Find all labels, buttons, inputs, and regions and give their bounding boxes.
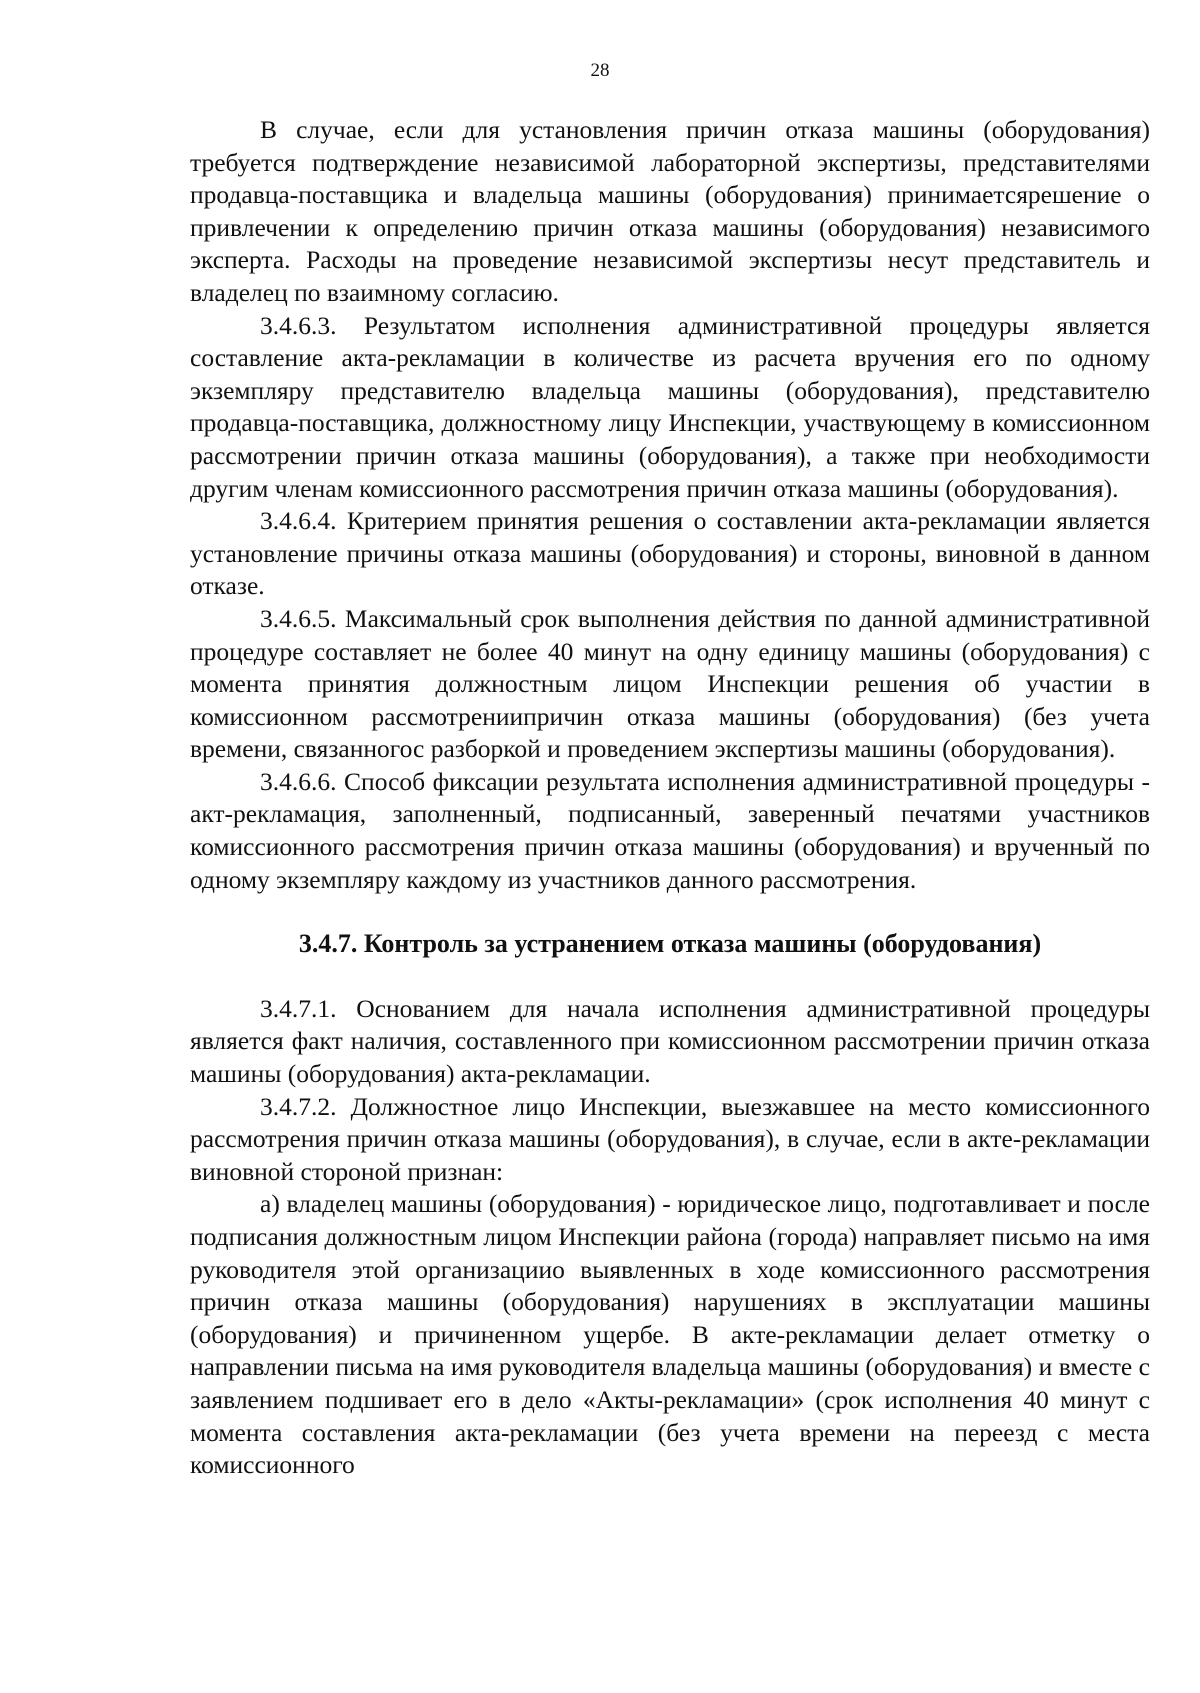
paragraph: 3.4.7.1. Основанием для начала исполнения административной процедуры является факт наличия, составленного при комиссионном рассмотрении причин отказа машины (оборудования) акта-рекламации. bbox=[190, 993, 1150, 1089]
paragraph: В случае, если для установления причин отказа машины (оборудования) требуется подтверждение независимой лабораторной экспертизы, представителями продавца-поставщика и владельца машины (оборудования) принимаетсярешение о привлечении к определению причин отказа машины (оборудования) независимого эксперта. Расходы на проведение независимой экспертизы несут представитель и владелец по взаимному согласию. bbox=[190, 115, 1150, 307]
paragraph: 3.4.7.2. Должностное лицо Инспекции, выезжавшее на место комиссионного рассмотрения причин отказа машины (оборудования), в случае, если в акте-рекламации виновной стороной признан: bbox=[190, 1091, 1150, 1186]
paragraph: 3.4.6.6. Способ фиксации результата исполнения административной процедуры - акт-рекламация, заполненный, подписанный, заверенный печатями участников комиссионного рассмотрения причин отказа машины (оборудования) и врученный по одному экземпляру каждому из участников данного рассмотрения. bbox=[190, 766, 1150, 894]
paragraph: 3.4.6.4. Критерием принятия решения о составлении акта-рекламации является установление причины отказа машины (оборудования) и стороны, виновной в данном отказе. bbox=[190, 506, 1150, 601]
paragraph: а) владелец машины (оборудования) - юридическое лицо, подготавливает и после подписания должностным лицом Инспекции района (города) направляет письмо на имя руководителя этой организацииo выявленных в ходе комиссионного рассмотрения причин отказа машины (оборудования) нарушениях в эксплуатации машины (оборудования) и причиненном ущербе. В акте-рекламации делает отметку о направлении письма на имя руководителя владельца машины (оборудования) и вместе с заявлением подшивает его в дело «Акты-рекламации» (срок исполнения 40 минут с момента составления акта-рекламации (без учета времени на переезд с места комиссионного bbox=[190, 1189, 1150, 1480]
paragraph: 3.4.6.3. Результатом исполнения административной процедуры является составление акта-рекламации в количестве из расчета вручения его по одному экземпляру представителю владельца машины (оборудования), представителю продавца-поставщика, должностному лицу Инспекции, участвующему в комиссионном рассмотрении причин отказа машины (оборудования), а также при необходимости другим членам комиссионного рассмотрения причин отказа машины (оборудования). bbox=[190, 310, 1150, 503]
paragraph: 3.4.6.5. Максимальный срок выполнения действия по данной административной процедуре составляет не более 40 минут на одну единицу машины (оборудования) с момента принятия должностным лицом Инспекции решения об участии в комиссионном рассмотрениипричин отказа машины (оборудования) (без учета времени, связанногос разборкой и проведением экспертизы машины (оборудования). bbox=[190, 603, 1150, 764]
document-body bbox=[190, 114, 1150, 1482]
page-number: 28 bbox=[590, 60, 610, 81]
section-heading: 3.4.7. Контроль за устранением отказа машины (оборудования) bbox=[298, 929, 1042, 959]
